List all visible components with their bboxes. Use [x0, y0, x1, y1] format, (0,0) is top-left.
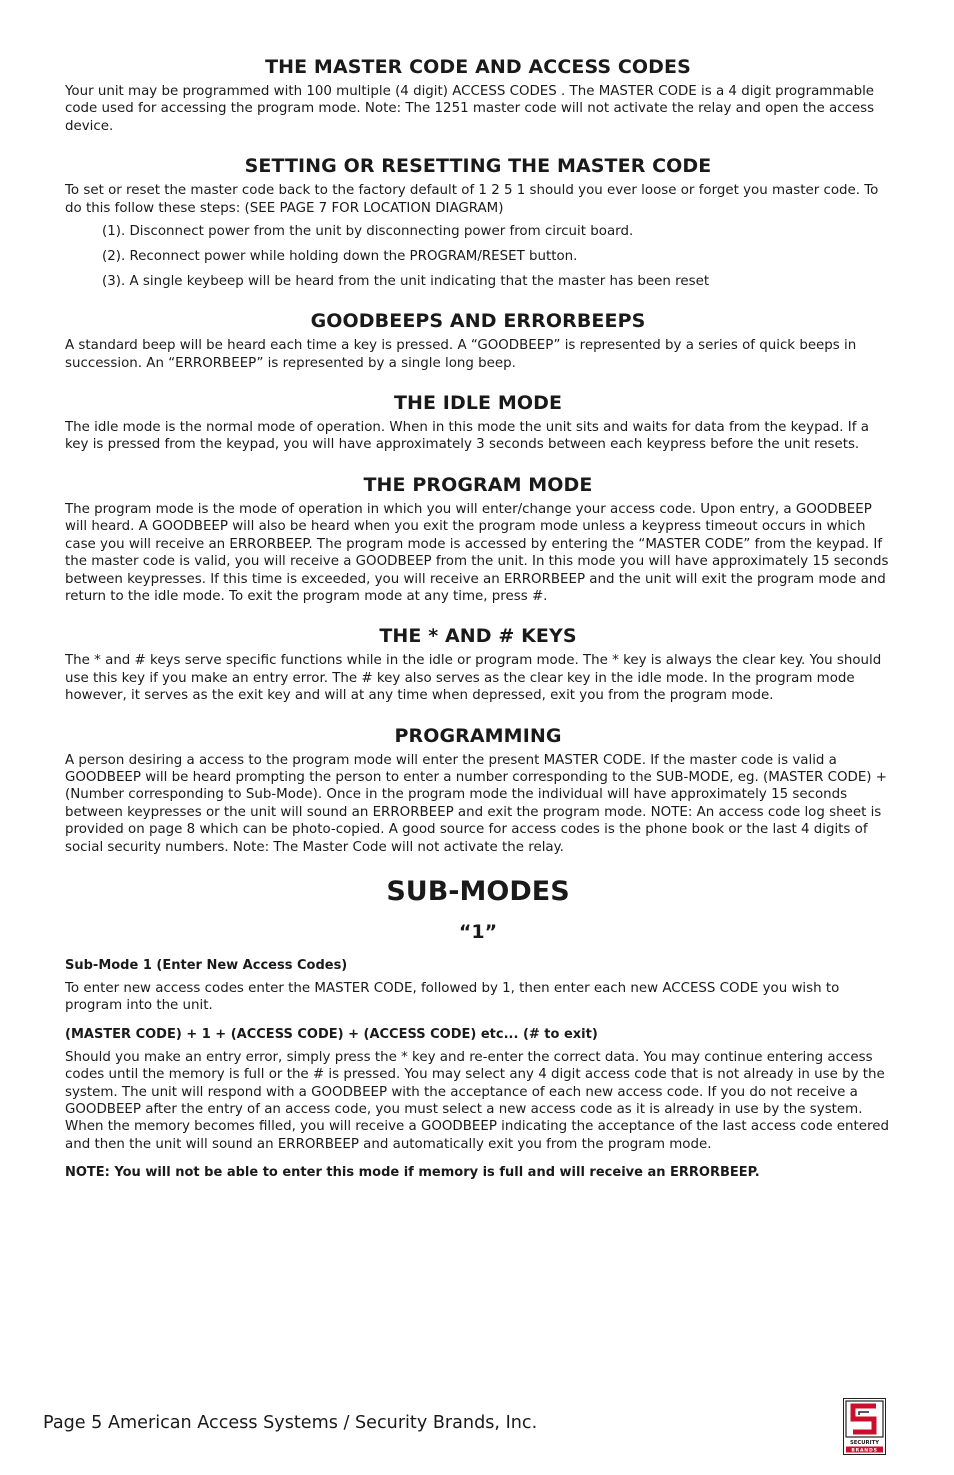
section-title: GOODBEEPS AND ERRORBEEPS	[310, 310, 646, 333]
reset-steps	[65, 223, 891, 290]
logo-text-brands: BRANDS	[851, 1448, 878, 1454]
page-content	[65, 56, 891, 1187]
security-brands-logo	[843, 1398, 886, 1455]
section-body: To set or reset the master code back to the factory default of 1 2 5 1 should you ever loose or forget you master code. To do this follow these steps: (SEE PAGE 7 FOR LOCATION DIAGRAM)	[65, 183, 879, 216]
submode-intro: To enter new access codes enter the MASTER CODE, followed by 1, then enter each new ACCESS CODE you wish to program into the unit.	[65, 980, 840, 1014]
section-master-code	[65, 56, 891, 135]
step-item: (2). Reconnect power while holding down the PROGRAM/RESET button.	[102, 248, 578, 264]
section-title: THE IDLE MODE	[393, 392, 563, 415]
submode-sequence: (MASTER CODE) + 1 + (ACCESS CODE) + (ACCESS CODE) etc... (# to exit)	[65, 1026, 598, 1042]
section-body: The idle mode is the normal mode of operation. When in this mode the unit sits and waits for data from the keypad. If a key is pressed from the keypad, you will have approximately 3 seconds between each keypress before the unit resets.	[65, 420, 869, 453]
submode-heading: Sub-Mode 1 (Enter New Access Codes)	[65, 957, 348, 973]
section-beeps	[65, 310, 891, 372]
submode-detail: Should you make an entry error, simply press the * key and re-enter the correct data. You may continue entering access codes until the memory is full or the # is pressed. You may select any 4 digit access code that is not already in use by the system. The unit will respond with a GOODBEEP with the acceptance of each new access code. If you do not receive a GOODBEEP after the entry of an access code, you must select a new access code as it is already in use by the system. When the memory becomes filled, you will receive a GOODBEEP indicating the acceptance of the last access code entered and then the unit will sound an ERRORBEEP and automatically exit you from the program mode.	[65, 1049, 889, 1152]
section-title: THE * AND # KEYS	[379, 625, 577, 648]
section-body: The program mode is the mode of operation in which you will enter/change your access code. Upon entry, a GOODBEEP will heard. A GOODBEEP will also be heard when you exit the program mode unless a keypress timeout occurs in which case you will receive an ERRORBEEP. The program mode is accessed by entering the “MASTER CODE” from the keypad. If the master code is valid, you will receive a GOODBEEP from the unit. In this mode you will have approximately 15 seconds between keypresses. If this time is exceeded, you will receive an ERRORBEEP and the unit will exit the program mode and return to the idle mode. To exit the program mode at any time, press #.	[65, 501, 889, 604]
submodes-title: SUB-MODES	[386, 875, 570, 907]
section-title: PROGRAMMING	[394, 724, 562, 747]
section-submodes	[65, 876, 891, 1181]
section-body: A person desiring a access to the program mode will enter the present MASTER CODE. If the master code is valid a GOODBEEP will be heard prompting the person to enter a number corresponding to the SUB-MODE, eg. (MASTER CODE) + (Number corresponding to Sub-Mode). Once in the program mode the individual will have approximately 15 seconds between keypresses or the unit will sound an ERRORBEEP and exit the program mode. NOTE: An access code log sheet is provided on page 8 which can be photo-copied. A good source for access codes is the phone book or the last 4 digits of social security numbers. Note: The Master Code will not activate the relay.	[65, 752, 888, 855]
section-title: THE PROGRAM MODE	[363, 473, 593, 496]
section-title: SETTING OR RESETTING THE MASTER CODE	[244, 155, 712, 178]
section-body: The * and # keys serve specific functions while in the idle or program mode. The * key is always the clear key. You should use this key if you make an entry error. The # key also serves as the clear key in the idle mode. In the program mode however, it serves as the exit key and will at any time when depressed, exit you from the program mode.	[65, 653, 882, 704]
section-reset-master-code	[65, 155, 891, 290]
section-idle-mode	[65, 392, 891, 454]
step-item: (1). Disconnect power from the unit by disconnecting power from circuit board.	[102, 224, 634, 240]
step-item: (3). A single keybeep will be heard from the unit indicating that the master has been reset	[102, 273, 710, 289]
section-program-mode	[65, 474, 891, 605]
logo-text-security: SECURITY	[849, 1440, 880, 1446]
submode-number: “1”	[458, 920, 498, 943]
section-body: Your unit may be programmed with 100 multiple (4 digit) ACCESS CODES . The MASTER CODE is a 4 digit programmable code used for accessing the program mode. Note: The 1251 master code will not activate the relay and open the access device.	[65, 84, 875, 134]
page-footer: Page 5 American Access Systems / Security Brands, Inc.	[43, 1413, 538, 1433]
section-programming	[65, 725, 891, 856]
section-body: A standard beep will be heard each time a key is pressed. A “GOODBEEP” is represented by a series of quick beeps in succession. An “ERRORBEEP” is represented by a single long beep.	[65, 338, 857, 371]
section-keys	[65, 625, 891, 704]
section-title: THE MASTER CODE AND ACCESS CODES	[265, 56, 691, 78]
submode-note: NOTE: You will not be able to enter this mode if memory is full and will receive an ERRORBEEP.	[65, 1165, 760, 1181]
